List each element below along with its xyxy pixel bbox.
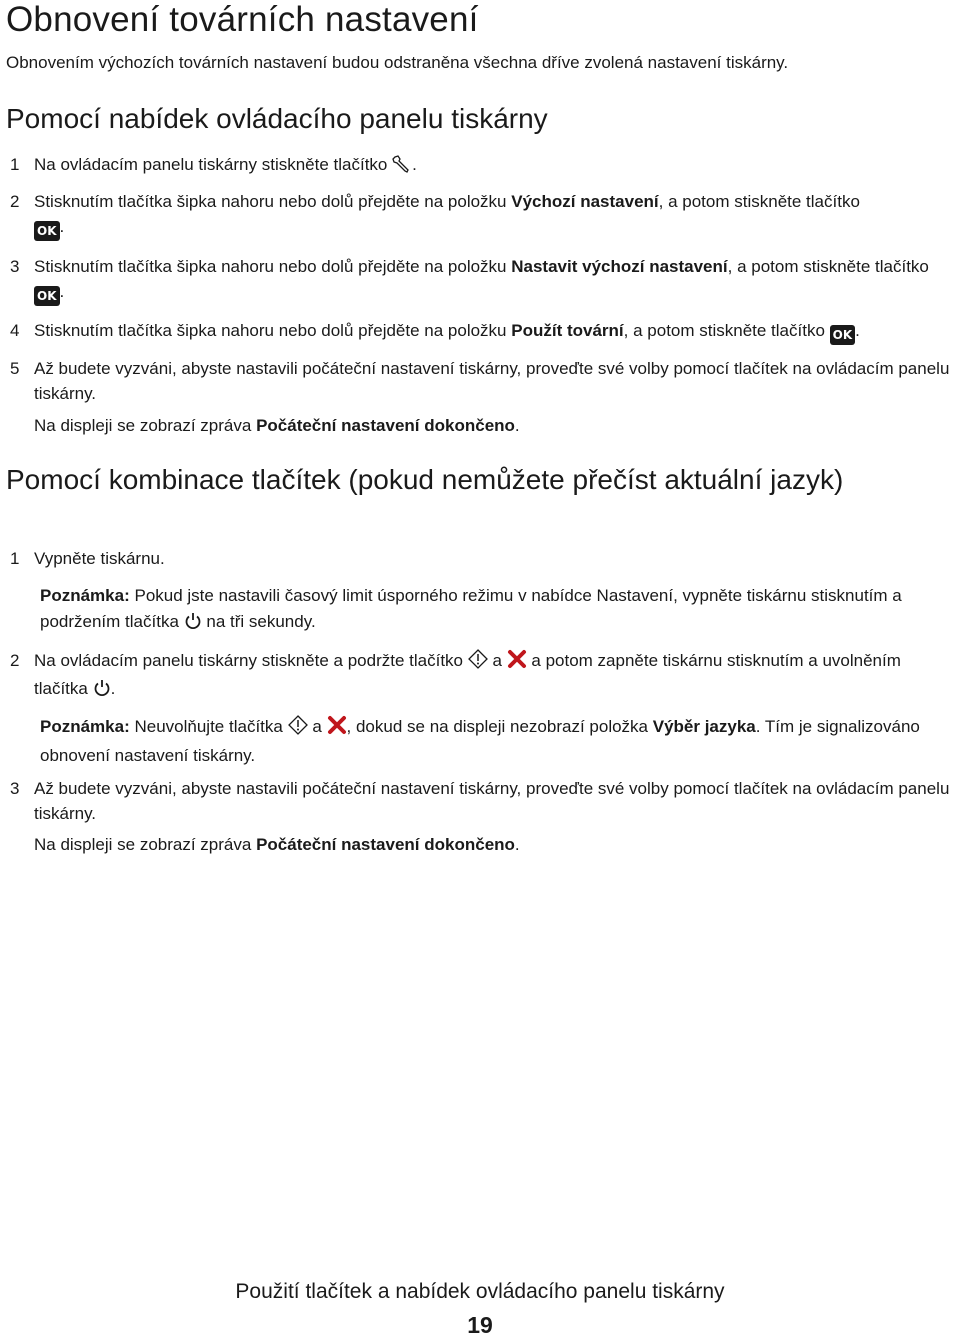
ok-icon: OK — [34, 221, 60, 241]
display-message: Počáteční nastavení dokončeno — [256, 835, 515, 854]
list-item: 3 Stisknutím tlačítka šipka nahoru nebo dolů přejděte na položku Nastavit výchozí nastavení, a potom stiskněte tlačítko OK . — [10, 254, 958, 306]
step-number: 2 — [10, 192, 20, 211]
step-number: 3 — [10, 779, 20, 798]
start-icon — [468, 649, 488, 676]
note: Poznámka: Neuvolňujte tlačítka a , dokud se na displeji nezobrazí položka Výběr jazyka. Tím je signalizováno obnovení nastavení tiskárny. — [40, 717, 920, 765]
stop-icon — [507, 649, 527, 676]
power-icon — [93, 679, 111, 704]
display-message: Počáteční nastavení dokončeno — [256, 416, 515, 435]
menu-item-name: Výchozí nastavení — [511, 192, 659, 211]
footer-title: Použití tlačítek a nabídek ovládacího panelu tiskárny — [235, 1280, 725, 1303]
section-heading-menus: Pomocí nabídek ovládacího panelu tiskárny — [6, 103, 548, 134]
step-number: 4 — [10, 321, 20, 340]
wrench-icon — [392, 155, 412, 180]
list-item: 1 Na ovládacím panelu tiskárny stiskněte tlačítko . — [10, 152, 958, 180]
menu-item-name: Použít tovární — [511, 321, 624, 340]
result-message: Na displeji se zobrazí zpráva Počáteční nastavení dokončeno. — [34, 416, 520, 435]
start-icon — [288, 715, 308, 743]
page-title: Obnovení továrních nastavení — [6, 0, 479, 39]
step-number: 3 — [10, 257, 20, 276]
list-item: 3 Až budete vyzváni, abyste nastavili počáteční nastavení tiskárny, proveďte své volby pomocí tlačítek na ovládacím panelu tiskárny. — [10, 776, 958, 826]
list-item: 4 Stisknutím tlačítka šipka nahoru nebo dolů přejděte na položku Použít tovární, a potom stiskněte tlačítko OK . — [10, 318, 958, 345]
list-item: 2 Stisknutím tlačítka šipka nahoru nebo dolů přejděte na položku Výchozí nastavení, a potom stiskněte tlačítko OK . — [10, 189, 958, 241]
result-message: Na displeji se zobrazí zpráva Počáteční nastavení dokončeno. — [34, 835, 520, 854]
step-number: 2 — [10, 651, 20, 670]
power-icon — [184, 612, 202, 638]
step-text: Na ovládacím panelu tiskárny stiskněte tlačítko — [34, 155, 388, 174]
menu-item-name: Nastavit výchozí nastavení — [511, 257, 728, 276]
note: Poznámka: Pokud jste nastavili časový limit úsporného režimu v nabídce Nastavení, vypněte tiskárnu stisknutím a podržením tlačítka na tři sekundy. — [40, 583, 958, 638]
step-number: 1 — [10, 549, 20, 568]
page-number: 19 — [467, 1312, 493, 1338]
note-label: Poznámka: — [40, 717, 130, 736]
ok-icon: OK — [830, 325, 856, 345]
list-item: 5 Až budete vyzváni, abyste nastavili počáteční nastavení tiskárny, proveďte své volby pomocí tlačítek na ovládacím panelu tiskárny. — [10, 356, 958, 406]
ok-icon: OK — [34, 286, 60, 306]
intro-text: Obnovením výchozích továrních nastavení budou odstraněna všechna dříve zvolená nastavení tiskárny. — [6, 53, 789, 72]
list-item: 1 Vypněte tiskárnu. — [10, 546, 958, 571]
list-item: 2 Na ovládacím panelu tiskárny stiskněte a podržte tlačítko a a potom zapněte tiskárnu stisknutím a uvolněním tlačítka . — [10, 648, 958, 704]
step-number: 5 — [10, 359, 20, 378]
stop-icon — [327, 715, 347, 743]
section-heading-button-combo: Pomocí kombinace tlačítek (pokud nemůžete přečíst aktuální jazyk) — [6, 464, 844, 495]
note-label: Poznámka: — [40, 586, 130, 605]
menu-item-name: Výběr jazyka — [652, 717, 756, 736]
step-number: 1 — [10, 155, 20, 174]
